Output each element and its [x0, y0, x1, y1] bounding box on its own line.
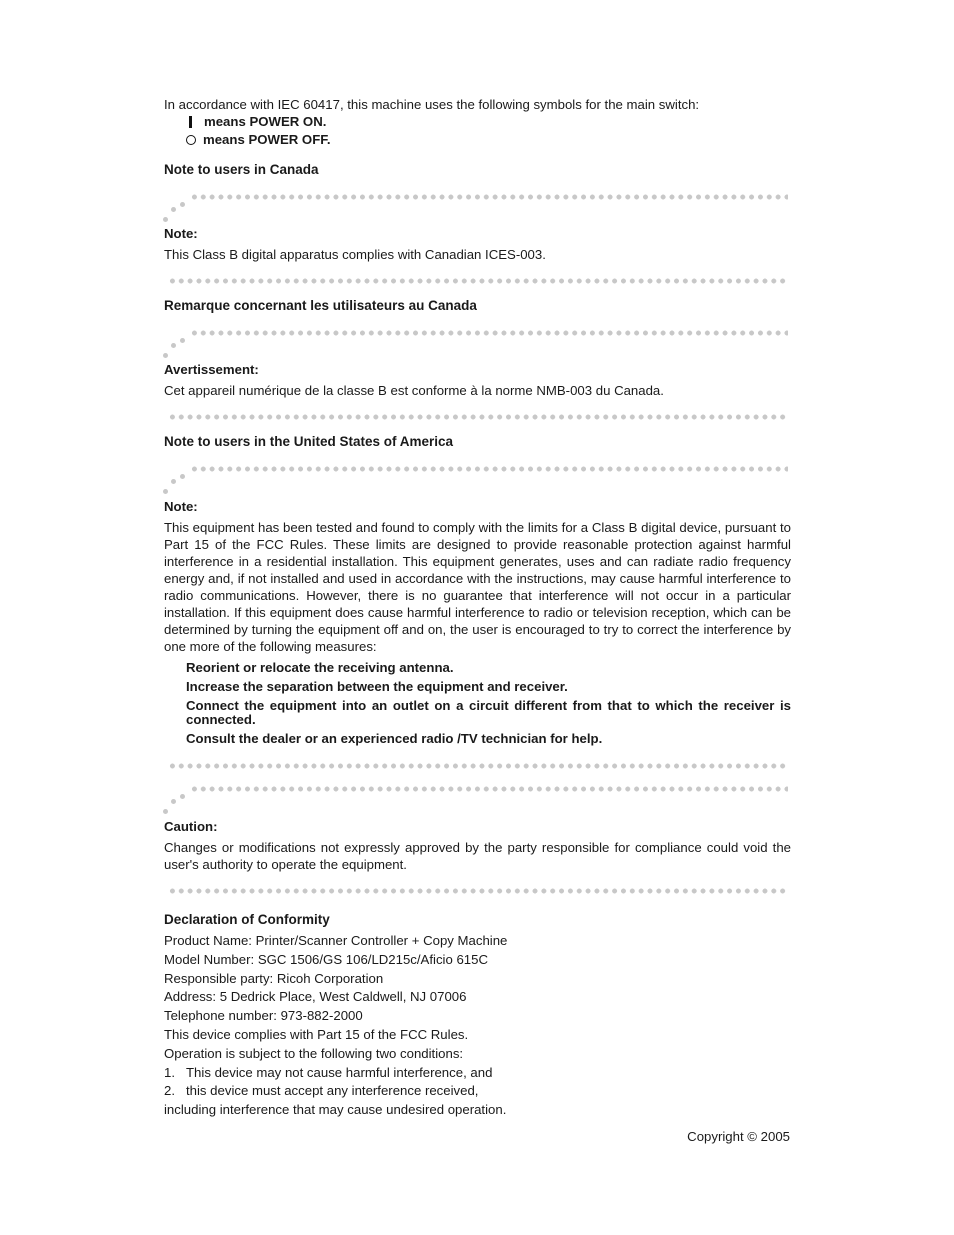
power-off-text: means POWER OFF. [203, 132, 331, 147]
condition-item [164, 1064, 507, 1083]
measure-item: Consult the dealer or an experienced radio /TV technician for help. [186, 731, 603, 746]
us-note-label: Note: [164, 499, 198, 514]
condition-number: 1. [164, 1064, 175, 1080]
copyright: Copyright © 2005 [687, 1129, 790, 1144]
doc-line: Operation is subject to the following two conditions: [164, 1045, 464, 1061]
power-off-row [185, 131, 331, 148]
doc-line: Product Name: Printer/Scanner Controller + Copy Machine [164, 933, 508, 948]
power-on-row [185, 113, 326, 130]
measure-item: Connect the equipment into an outlet on a circuit different from that to which the receiver is connected. [186, 698, 791, 727]
power-on-text: means POWER ON. [204, 114, 327, 129]
condition-item [164, 1082, 507, 1101]
doc-line: Model Number: SGC 1506/GS 106/LD215c/Aficio 615C [164, 951, 488, 967]
condition-text: This device may not cause harmful interference, and [186, 1064, 493, 1080]
canada-heading: Note to users in Canada [164, 162, 319, 177]
intro-text: In accordance with IEC 60417, this machine uses the following symbols for the main switch: [164, 97, 700, 112]
us-note-text: This equipment has been tested and found to comply with the limits for a Class B digital device, pursuant to Part 15 of the FCC Rules. These limits are designed to provide reasonable protection against harmful interference in a residential installation. This equipment generates, uses and can radiate radio frequency energy and, if not installed and used in accordance with the instructions, may cause harmful interference to radio communications. However, there is no guarantee that interference will not occur in a particular installation. If this equipment does cause harmful interference to radio or television reception, which can be determined by turning the equipment off and on, the user is encouraged to try to correct the interference by one more of the following measures: [164, 520, 791, 654]
canada-note-text: This Class B digital apparatus complies with Canadian ICES-003. [164, 247, 546, 262]
doc-line: Address: 5 Dedrick Place, West Caldwell, NJ 07006 [164, 989, 467, 1005]
fr-heading: Remarque concernant les utilisateurs au Canada [164, 298, 477, 313]
doc-line: Telephone number: 973-882-2000 [164, 1008, 363, 1024]
measure-item: Reorient or relocate the receiving antenna. [186, 660, 454, 675]
caution-label: Caution: [164, 819, 218, 834]
canada-note-label: Note: [164, 226, 198, 241]
power-on-icon [189, 116, 192, 128]
fr-note-label: Avertissement: [164, 362, 259, 377]
condition-text: this device must accept any interference received, [186, 1083, 479, 1099]
doc-line: Responsible party: Ricoh Corporation [164, 970, 384, 986]
caution-text: Changes or modifications not expressly approved by the party responsible for compliance could void the user's authority to operate the equipment. [164, 840, 791, 872]
condition-number: 2. [164, 1083, 175, 1099]
doc-lines [164, 932, 507, 1120]
doc-line: including interference that may cause undesired operation. [164, 1102, 507, 1118]
note-box-bottom-rule [168, 414, 788, 420]
note-box-bottom-rule [168, 278, 788, 284]
doc-line: This device complies with Part 15 of the FCC Rules. [164, 1026, 469, 1042]
us-heading: Note to users in the United States of America [164, 434, 454, 449]
doc-heading: Declaration of Conformity [164, 912, 330, 927]
fr-note-text: Cet appareil numérique de la classe B est conforme à la norme NMB-003 du Canada. [164, 383, 664, 398]
power-off-icon [186, 135, 196, 145]
note-box-bottom-rule [168, 763, 788, 769]
note-box-bottom-rule [168, 888, 788, 894]
measure-item: Increase the separation between the equipment and receiver. [186, 679, 568, 694]
